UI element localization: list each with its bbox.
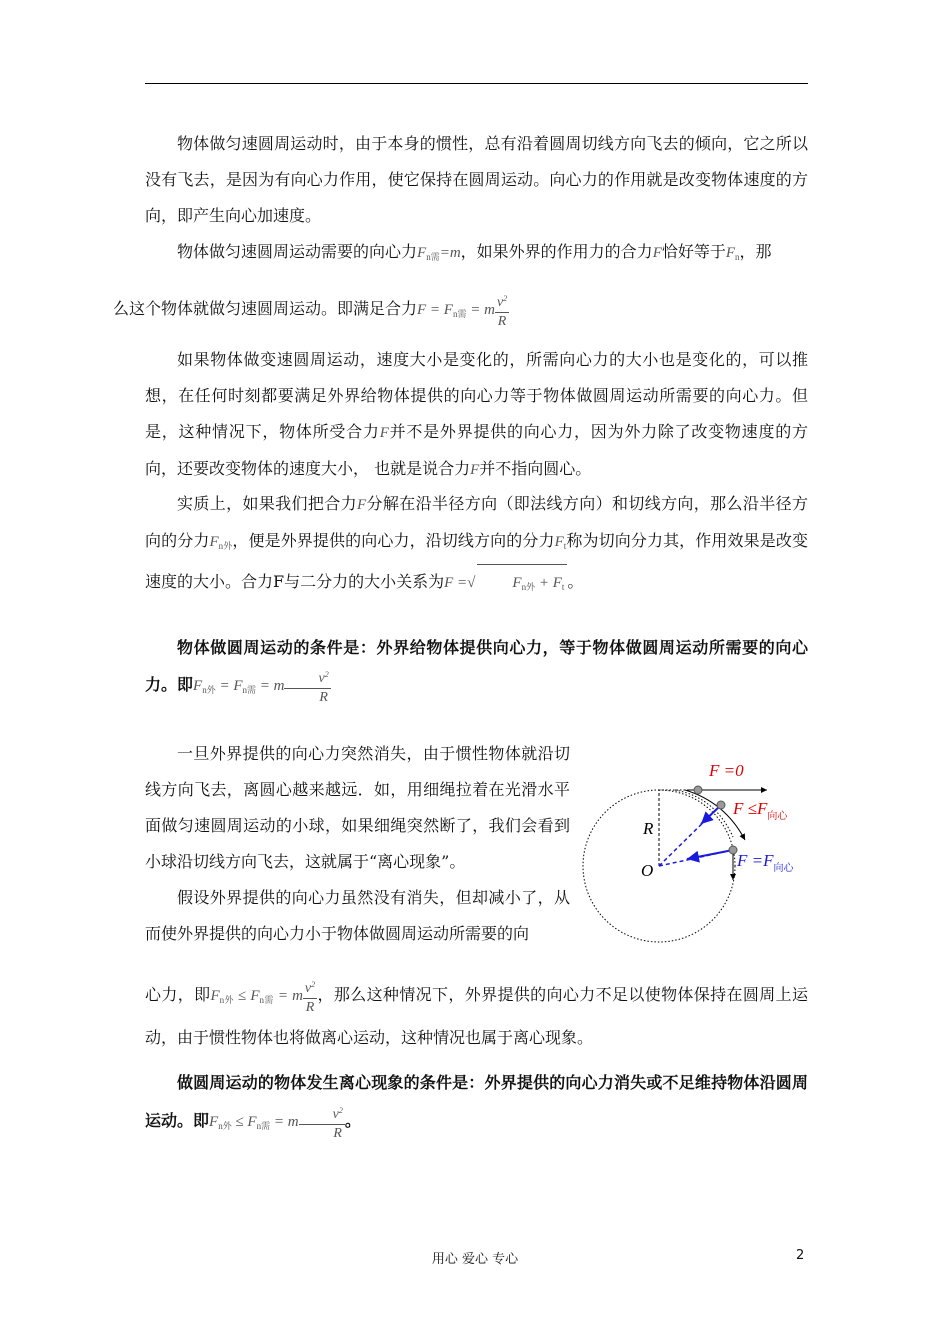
symbol-ft: $F_t$ — [554, 534, 567, 551]
ball-position-2 — [717, 801, 725, 809]
blue-arrow-eq — [687, 850, 733, 859]
p2-text-b: ，如果外界的作用力的合力 — [460, 242, 653, 261]
p2-text-c: 恰好等于 — [661, 242, 726, 261]
symbol-fn: $F_n$ — [725, 245, 740, 262]
symbol-f: F — [379, 425, 389, 441]
paragraph-3: 如果物体做变速圆周运动，速度大小是变化的，所需向心力的大小也是变化的，可以推想，在任何时刻都要满足外界给物体提供的向心力等于物体做圆周运动所需要的向心力。但是，这种情况下，物体所受合力F并不是外界提供的向心力，因为外力除了改变物速度的方向，还要改变物体的速度大小， 也就是说合力F并不指向圆心。 — [145, 350, 808, 478]
paragraph-2 — [113, 234, 808, 334]
formula-circular-condition: $F_{n外} = F_{n需} = m$ $\frac{v^2}{R}$ — [193, 678, 331, 694]
page-number: 2 — [796, 1248, 805, 1263]
paragraph-1: 物体做匀速圆周运动时，由于本身的惯性，总有沿着圆周切线方向飞去的倾向，它之所以没有飞去，是因为有向心力作用，使它保持在圆周运动。向心力的作用就是改变物体速度的方向，即产生向心加速度。 — [145, 134, 808, 225]
formula-centrifugal-condition: $F_{n外} \le F_{n需} = m$ $\frac{v^2}{R}$ — [209, 1114, 345, 1130]
paragraph-9-condition: 做圆周运动的物体发生离心现象的条件是：外界提供的向心力消失或不足维持物体沿圆周运动。即$F_{n外} \le F_{n需} = m$ $\frac{v^2}{R}$ 。 — [145, 1073, 808, 1142]
spiral-path — [675, 790, 733, 837]
label-f-eq: $F =F_{向心}$ — [737, 851, 794, 874]
header-rule — [145, 83, 808, 84]
label-r: R — [643, 819, 654, 838]
paragraph-4: 实质上，如果我们把合力F分解在沿半径方向（即法线方向）和切线方向，那么沿半径方向的分力$F_{n外}$，便是外界提供的向心力，沿切线方向的分力$F_t$称为切向分力其，作用效果是改变速度的大小。合力F与二分力的大小关系为F =√ $F_{n外} + F_t$ 。 — [145, 486, 808, 605]
label-f-zero: F =0 — [709, 761, 744, 780]
formula-magnitude: F =√ $F_{n外} + F_t$ — [444, 575, 567, 591]
formula-net-force: $F = F_{n需} = m$ $\frac{v^2}{R}$ — [417, 302, 509, 318]
p2-text-e: 么这个物体就做匀速圆周运动。即满足合力 — [113, 299, 418, 318]
ball-position-3 — [729, 846, 737, 854]
centrifugal-diagram — [575, 752, 805, 952]
paragraph-8: 心力，即$F_{n外} \le F_{n需} = m$ $\frac{v^2}{R}$ ，那么这种情况下，外界提供的向心力不足以使物体保持在圆周上运动，由于惯性物体也将做离心运动，这种情况也属于离心现象。 — [145, 976, 808, 1057]
symbol-f: F — [357, 497, 367, 513]
paragraph-5-condition: 物体做圆周运动的条件是：外界给物体提供向心力，等于物体做圆周运动所需要的向心力。即$F_{n外} = F_{n需} = m$ $\frac{v^2}{R}$ — [145, 638, 808, 705]
ball-position-1 — [694, 786, 702, 794]
label-f-le: $F \le F_{向心}$ — [733, 799, 788, 822]
p2-text-d: ，那 — [739, 242, 772, 261]
symbol-f: F — [470, 462, 480, 478]
p2-text-a: 物体做匀速圆周运动需要的向心力 — [177, 242, 418, 261]
symbol-fn-ext: $F_{n外}$ — [209, 534, 233, 551]
page-footer: 用心 爱心 专心 — [431, 1252, 519, 1267]
label-o: O — [641, 861, 654, 880]
formula-fn-need: $F_{n需}=m$ — [417, 245, 461, 262]
paragraph-7: 假设外界提供的向心力虽然没有消失，但却减小了，从而使外界提供的向心力小于物体做圆周运动所需要的向 — [145, 888, 570, 943]
formula-insufficient-force: $F_{n外} \le F_{n需} = m$ $\frac{v^2}{R}$ — [210, 988, 317, 1004]
symbol-f: F — [652, 245, 662, 261]
paragraph-6: 一旦外界提供的向心力突然消失，由于惯性物体就沿切线方向飞去，离圆心越来越远．如，用细绳拉着在光滑水平面做匀速圆周运动的小球，如果细绳突然断了，我们会看到小球沿切线方向飞去，这就属于“离心现象”。 — [145, 744, 570, 871]
